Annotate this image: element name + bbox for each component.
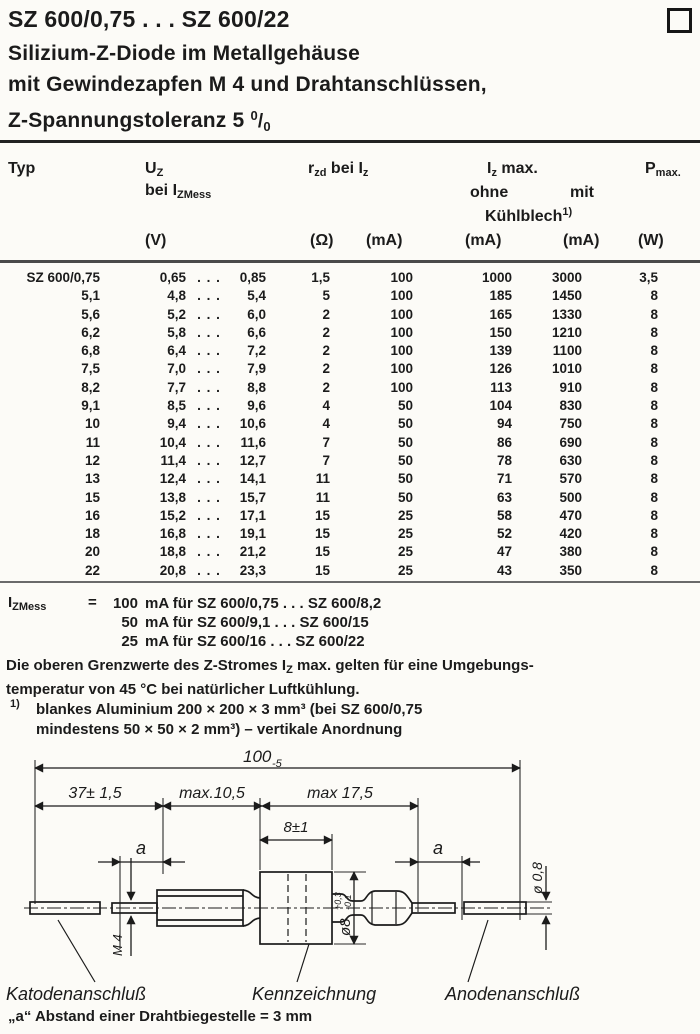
table-row [0,415,700,433]
cell-uz-min: 7,0 [167,361,186,377]
cell-dots: . . . [197,562,221,578]
izmess-line: 25 mA für SZ 600/16 . . . SZ 600/22 [121,633,365,650]
note-a: „a“ Abstand einer Drahtbiegestelle = 3 mm [8,1008,313,1025]
cell-iz: 100 [390,324,413,340]
table-row [0,342,700,360]
dim-175-label: max 17,5 [307,785,373,802]
cell-uz-min: 5,2 [167,306,186,322]
unit-iz: (mA) [366,232,403,249]
waist-top [243,890,260,898]
cell-iz: 100 [390,361,413,377]
cell-iz: 50 [397,489,413,505]
dim-8-label: 8±1 [283,819,309,836]
cell-rzd: 4 [322,416,330,432]
dim-105-label: max.10,5 [179,785,245,802]
cell-dots: . . . [197,288,221,304]
cell-typ: 9,1 [81,398,100,414]
table-row [0,360,700,378]
cell-ohne: 94 [496,416,512,432]
cell-typ: 7,5 [81,361,100,377]
cell-iz: 100 [390,343,413,359]
dim-overall-tolerance: -5 [272,758,282,770]
cell-iz: 100 [390,270,413,285]
izmess-equals: = [88,594,97,611]
cell-mit: 1450 [551,288,582,304]
limit-note-line-1: Die oberen Grenzwerte des Z-Stromes $I_Z$ max. gelten für eine Umgebungs- [6,657,534,676]
cell-pmax: 8 [650,416,658,432]
cell-uz-max: 19,1 [239,526,266,542]
cell-rzd: 2 [322,343,330,359]
limit-note-line-2: temperatur von 45 °C bei natürlicher Luftkühlung. [6,681,360,698]
kathode-label: Katodenanschluß [6,984,147,1004]
cell-iz: 25 [397,526,413,542]
cell-dots: . . . [197,544,221,560]
cell-iz: 100 [390,288,413,304]
cell-mit: 420 [559,526,582,542]
subtitle [8,38,487,142]
cell-pmax: 8 [650,526,658,542]
cell-dots: . . . [197,270,221,285]
table-row [0,434,700,452]
subtitle-line-3: Z-Spannungstoleranz 5 $^0/_0$ [8,108,271,134]
col-header-pmax: $P_{max.}$ [645,160,681,179]
dim-a-right-label: a [432,838,444,858]
col-header-uz: $U_Z$ [145,160,164,179]
cell-pmax: 8 [650,288,658,304]
cell-uz-min: 7,7 [167,379,186,395]
cell-typ: 10 [84,416,100,432]
col-header-kuehlblech: Kühlblech$^{1)}$ [485,206,573,225]
cell-rzd: 15 [314,562,330,578]
kennzeichnung-label: Kennzeichnung [252,984,377,1004]
cell-uz-max: 7,2 [247,343,266,359]
anode-label: Anodenanschluß [445,984,581,1004]
col-header-izmax: $I_z$ max. [487,160,538,179]
subtitle-line-1: Silizium-Z-Diode im Metallgehäuse [8,42,360,65]
cell-dots: . . . [197,343,221,359]
cell-typ: 13 [84,471,100,487]
cell-iz: 50 [397,471,413,487]
cell-ohne: 185 [489,288,512,304]
cell-uz-max: 21,2 [239,544,266,560]
cell-rzd: 11 [315,471,330,487]
dim-overall-label: 100 [243,747,272,766]
cell-pmax: 8 [650,379,658,395]
horizontal-rule-bottom [0,581,700,583]
cell-ohne: 126 [489,361,512,377]
cell-uz-max: 9,6 [247,398,266,414]
dim-37-label: 37± 1,5 [68,785,122,802]
cell-pmax: 8 [650,507,658,523]
cell-uz-min: 8,5 [167,398,186,414]
dia8-label: ø8 [337,918,354,936]
m4-label: M 4 [110,934,125,956]
cell-uz-max: 5,4 [247,288,266,304]
cell-rzd: 11 [315,489,330,505]
unit-rzd: (Ω) [310,232,334,249]
cell-rzd: 2 [322,306,330,322]
cell-mit: 570 [559,471,582,487]
outline-drawing [0,744,700,1006]
cell-uz-min: 0,65 [159,270,186,285]
table-row [0,287,700,305]
footnote-1-line-1: blankes Aluminium 200 × 200 × 3 mm³ (bei SZ 600/0,75 [36,701,423,718]
horizontal-rule-top [0,140,700,143]
table-row [0,489,700,507]
cell-uz-min: 11,4 [160,452,186,468]
cell-mit: 630 [559,452,582,468]
cell-ohne: 104 [489,398,512,414]
cell-uz-max: 10,6 [239,416,266,432]
table-row [0,397,700,415]
table-body [0,269,700,580]
cell-uz-min: 13,8 [159,489,186,505]
izmess-line: 50 mA für SZ 600/9,1 . . . SZ 600/15 [121,614,369,631]
cell-pmax: 8 [650,544,658,560]
col-header-typ: Typ [8,160,36,177]
footnote-1 [36,700,422,740]
cell-pmax: 8 [650,324,658,340]
col-header-uz-cond: bei $I_{ZMess}$ [145,182,212,201]
cell-uz-max: 12,7 [239,452,266,468]
cell-ohne: 78 [496,452,512,468]
table-row [0,269,700,287]
cell-dots: . . . [197,379,221,395]
cell-ohne: 165 [489,306,512,322]
cell-typ: 11 [85,434,100,450]
cell-mit: 1010 [551,361,582,377]
cell-typ: 22 [84,562,100,578]
cell-pmax: 8 [650,489,658,505]
cell-ohne: 52 [496,526,512,542]
cell-typ: 18 [84,526,100,542]
table-row [0,562,700,580]
cell-mit: 350 [559,562,582,578]
cell-uz-min: 9,4 [167,416,186,432]
cell-rzd: 15 [314,507,330,523]
dia8-tol-plus: +0,3 [333,892,343,910]
cell-dots: . . . [197,507,221,523]
cell-typ: 5,6 [81,306,100,322]
cell-ohne: 1000 [481,270,512,285]
cell-typ: 6,2 [81,324,100,340]
cell-uz-min: 15,2 [159,507,186,523]
horizontal-rule-header [0,260,700,263]
unit-uz: (V) [145,232,167,249]
cell-dots: . . . [197,306,221,322]
cell-dots: . . . [197,434,221,450]
unit-pmax: (W) [638,232,664,249]
cell-iz: 50 [397,416,413,432]
cell-dots: . . . [197,416,221,432]
cell-pmax: 8 [650,361,658,377]
cell-rzd: 2 [322,361,330,377]
cell-rzd: 7 [322,434,330,450]
cell-dots: . . . [197,526,221,542]
cell-uz-min: 18,8 [159,544,186,560]
izmess-label: $I_{ZMess}$ [8,594,47,613]
col-header-ohne: ohne [470,184,509,201]
cell-uz-max: 15,7 [239,489,266,505]
cell-rzd: 5 [322,288,330,304]
cell-uz-min: 10,4 [159,434,186,450]
cell-typ: 12 [84,452,100,468]
cell-mit: 1330 [551,306,582,322]
cell-uz-min: 16,8 [159,526,186,542]
cell-iz: 25 [397,544,413,560]
cell-iz: 25 [397,507,413,523]
cell-mit: 830 [559,398,582,414]
cell-iz: 50 [397,434,413,450]
cell-ohne: 113 [490,379,512,395]
table-row [0,543,700,561]
cell-typ: 16 [84,507,100,523]
col-header-mit: mit [570,184,594,201]
cell-mit: 500 [559,489,582,505]
cell-ohne: 71 [496,471,512,487]
cell-iz: 50 [397,398,413,414]
cell-uz-max: 6,6 [247,324,266,340]
cell-rzd: 15 [314,544,330,560]
cell-pmax: 8 [650,343,658,359]
cell-pmax: 8 [650,306,658,322]
cell-uz-min: 12,4 [159,471,186,487]
cell-uz-min: 6,4 [167,343,186,359]
cell-typ: SZ 600/0,75 [26,270,100,285]
cell-pmax: 8 [650,471,658,487]
cell-rzd: 4 [322,398,330,414]
cell-rzd: 15 [314,526,330,542]
cell-uz-max: 8,8 [247,379,266,395]
cell-typ: 20 [84,544,100,560]
cell-iz: 50 [397,452,413,468]
cell-uz-max: 14,1 [239,471,266,487]
cell-dots: . . . [197,471,221,487]
cell-uz-max: 7,9 [247,361,266,377]
cell-uz-min: 4,8 [167,288,186,304]
table-row [0,525,700,543]
dia8-tol-minus: -0,1 [343,894,353,910]
cell-pmax: 3,5 [639,270,658,285]
cell-ohne: 139 [489,343,512,359]
cell-uz-max: 17,1 [239,507,266,523]
cell-iz: 25 [397,562,413,578]
cell-pmax: 8 [650,562,658,578]
col-header-rzd: $r_{zd}$ bei $I_z$ [308,160,369,179]
table-row [0,452,700,470]
cell-mit: 1210 [551,324,582,340]
cell-rzd: 2 [322,379,330,395]
cell-ohne: 43 [496,562,512,578]
cell-dots: . . . [197,361,221,377]
footnote-1-marker: 1) [10,698,20,710]
diode-body [24,872,552,944]
cell-ohne: 47 [496,544,512,560]
table-row [0,507,700,525]
cell-mit: 690 [559,434,582,450]
unit-mit: (mA) [563,232,600,249]
cell-rzd: 7 [322,452,330,468]
cell-typ: 8,2 [81,379,100,395]
limit-note [6,656,534,700]
dia08-label: ø 0,8 [529,862,545,894]
cell-dots: . . . [197,489,221,505]
footnote-1-line-2: mindestens 50 × 50 × 2 mm³) – vertikale Anordnung [36,721,403,738]
cell-pmax: 8 [650,434,658,450]
cell-pmax: 8 [650,452,658,468]
cell-uz-max: 6,0 [247,306,266,322]
cell-uz-max: 11,6 [240,434,266,450]
cell-uz-min: 20,8 [159,562,186,578]
cell-ohne: 63 [496,489,512,505]
cell-uz-max: 0,85 [239,270,266,285]
page-title: SZ 600/0,75 . . . SZ 600/22 [8,6,290,32]
subtitle-line-2: mit Gewindezapfen M 4 und Drahtanschlüssen, [8,73,487,96]
cell-mit: 1100 [552,343,582,359]
table-row [0,306,700,324]
cell-uz-max: 23,3 [239,562,266,578]
cell-uz-min: 5,8 [167,324,186,340]
cell-rzd: 2 [322,324,330,340]
cell-typ: 5,1 [81,288,100,304]
cell-dots: . . . [197,324,221,340]
cell-mit: 3000 [551,270,582,285]
izmess-line: 100 mA für SZ 600/0,75 . . . SZ 600/8,2 [112,595,382,612]
percent-symbol: $^0/_0$ [250,108,271,134]
dim-a-left-label: a [135,838,147,858]
cell-mit: 750 [559,416,582,432]
cell-mit: 380 [559,544,582,560]
cell-dots: . . . [197,452,221,468]
table-row [0,379,700,397]
cell-ohne: 150 [489,324,512,340]
cell-typ: 6,8 [81,343,100,359]
cell-dots: . . . [197,398,221,414]
cell-typ: 15 [84,489,100,505]
table-row [0,324,700,342]
table-row [0,470,700,488]
cell-ohne: 58 [496,507,512,523]
cell-ohne: 86 [496,434,512,450]
waist-bottom [243,918,260,926]
cell-iz: 100 [390,306,413,322]
corner-checkbox [667,8,692,33]
izmess-lines [104,594,381,651]
cell-pmax: 8 [650,398,658,414]
cell-rzd: 1,5 [311,270,330,285]
cell-mit: 470 [559,507,582,523]
unit-ohne: (mA) [465,232,502,249]
cell-mit: 910 [559,379,582,395]
cell-iz: 100 [390,379,413,395]
